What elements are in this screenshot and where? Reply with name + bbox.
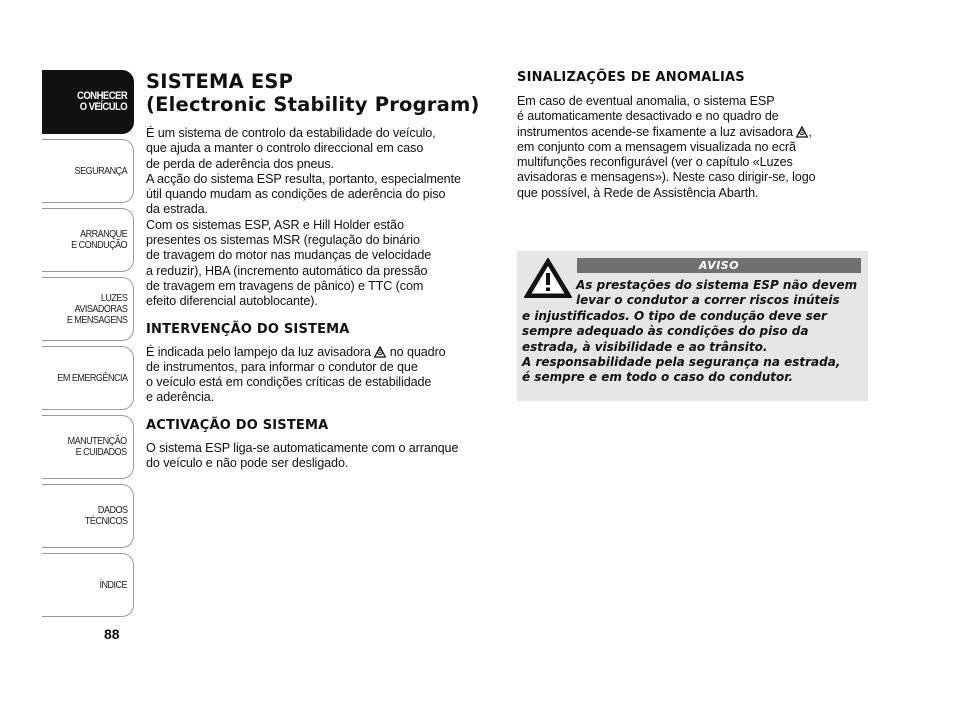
tab-em-emergencia[interactable] bbox=[42, 346, 134, 410]
intervention-text-a: É indicada pelo lampejo da luz avisadora bbox=[146, 344, 375, 359]
anomalies-paragraph bbox=[517, 94, 869, 201]
tab-label: DADOS TÉCNICOS bbox=[84, 504, 127, 527]
intervention-heading: INTERVENÇÃO DO SISTEMA bbox=[146, 321, 350, 337]
tab-label: CONHECER O VEÍCULO bbox=[76, 90, 127, 113]
title-line-2: (Electronic Stability Program) bbox=[146, 93, 480, 116]
intervention-text-b: no quadro de instrumentos, para informar o condutor de que o veículo está em condições críticas de estabilidade e aderência. bbox=[146, 344, 446, 405]
warning-lead: As prestações do sistema ESP não devem levar o condutor a correr riscos inúteis bbox=[576, 278, 858, 308]
tab-label: LUZES AVISADORAS E MENSAGENS bbox=[66, 291, 127, 326]
warning-body: e injustificados. O tipo de condução deve ser sempre adequado às condições do piso da estrada, à visibilidade e ao trânsito. A responsabilidade pela segurança na estrada, é sempre e em todo o caso do condutor. bbox=[522, 308, 841, 385]
warning-text bbox=[522, 278, 867, 386]
anomalies-column bbox=[517, 70, 869, 201]
anomalies-text-a: Em caso de eventual anomalia, o sistema ESP é automaticamente desactivado e no quadro de instrumentos acende-se fixamente a luz avisadora bbox=[517, 94, 793, 139]
tab-label: ÍNDICE bbox=[99, 578, 127, 591]
esp-warning-lamp-icon bbox=[374, 346, 386, 358]
tab-luzes-avisadoras[interactable] bbox=[42, 277, 134, 341]
tab-indice[interactable] bbox=[42, 553, 134, 617]
activation-heading: ACTIVAÇÃO DO SISTEMA bbox=[146, 417, 329, 433]
tab-conhecer-o-veiculo[interactable] bbox=[42, 70, 134, 134]
intro-paragraph: É um sistema de controlo da estabilidade do veículo, que ajuda a manter o controlo direccional em caso de perda de aderência dos pneus. A acção do sistema ESP resulta, portanto, especialmente útil quando mudam as condições de aderência do piso da estrada. Com os sistemas ESP, ASR e Hill Holder estão presentes os sistemas MSR (regulação do binário de travagem do motor nas mudanças de velocidade a reduzir), HBA (incremento automático da pressão de travagem em travagens de pânico) e TTC (com efeito diferencial autoblocante). bbox=[146, 126, 461, 309]
page-title bbox=[146, 70, 496, 116]
tab-arranque-e-conducao[interactable] bbox=[42, 208, 134, 272]
tab-label: SEGURANÇA bbox=[74, 164, 127, 177]
warning-header: AVISO bbox=[577, 258, 861, 273]
intervention-paragraph bbox=[146, 345, 496, 406]
tab-seguranca[interactable] bbox=[42, 139, 134, 203]
tab-label: MANUTENÇÃO E CUIDADOS bbox=[67, 435, 127, 458]
page-number: 88 bbox=[104, 626, 120, 642]
tab-manutencao[interactable] bbox=[42, 415, 134, 479]
title-line-1: SISTEMA ESP bbox=[146, 70, 294, 93]
tab-label: ARRANQUE E CONDUÇÃO bbox=[70, 228, 127, 251]
tab-label: EM EMERGÊNCIA bbox=[56, 371, 127, 384]
anomalies-heading: SINALIZAÇÕES DE ANOMALIAS bbox=[517, 70, 745, 85]
warning-box bbox=[517, 251, 868, 401]
main-column bbox=[146, 70, 496, 471]
activation-paragraph: O sistema ESP liga-se automaticamente com o arranque do veículo e não pode ser desligado. bbox=[146, 440, 459, 471]
chapter-tabs bbox=[42, 70, 134, 622]
esp-warning-lamp-icon bbox=[796, 126, 808, 138]
anomalies-text-b: , em conjunto com a mensagem visualizada no ecrã multifunções reconfigurável (ver o capítulo «Luzes avisadoras e mensagens»). Neste caso dirigir-se, logo que possível, à Rede de Assistência Abarth. bbox=[517, 124, 816, 200]
tab-dados-tecnicos[interactable] bbox=[42, 484, 134, 548]
